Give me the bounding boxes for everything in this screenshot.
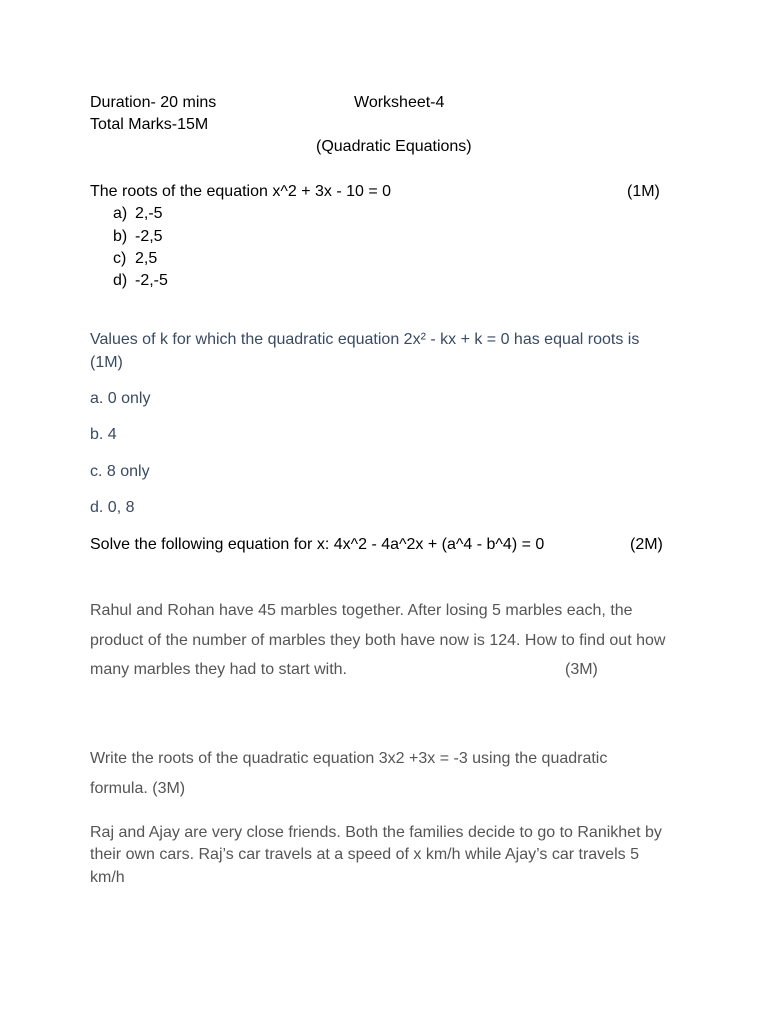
duration-text: Duration- 20 mins xyxy=(90,94,217,111)
q2-text-line1: Values of k for which the quadratic equation 2x² - kx + k = 0 has equal roots is xyxy=(90,331,640,348)
topic-heading: (Quadratic Equations) xyxy=(316,138,472,155)
q4-marks: (3M) xyxy=(565,661,598,678)
q4-text-line1: Rahul and Rohan have 45 marbles together. After losing 5 marbles each, the xyxy=(90,602,633,619)
q2-option-b: b. 4 xyxy=(90,426,117,443)
q4-text-line3: many marbles they had to start with. xyxy=(90,661,347,678)
q1-option-a-letter: a) xyxy=(113,205,128,222)
q1-option-a-text: 2,-5 xyxy=(135,205,163,222)
q2-option-d: d. 0, 8 xyxy=(90,499,135,516)
q1-marks: (1M) xyxy=(627,183,660,200)
q1-option-c-letter: c) xyxy=(113,250,127,267)
q1-text: The roots of the equation x^2 + 3x - 10 = 0 xyxy=(90,183,392,200)
q5-text-line2: formula. (3M) xyxy=(90,780,186,797)
q1-option-b-letter: b) xyxy=(113,228,128,245)
q2-option-c: c. 8 only xyxy=(90,463,150,480)
q1-option-d-text: -2,-5 xyxy=(135,272,168,289)
worksheet-title: Worksheet-4 xyxy=(354,94,445,111)
q6-text-line1: Raj and Ajay are very close friends. Both the families decide to go to Ranikhet by xyxy=(90,824,662,841)
q1-option-b-text: -2,5 xyxy=(135,228,163,245)
q2-text-line2: (1M) xyxy=(90,354,123,371)
q5-text-line1: Write the roots of the quadratic equation 3x2 +3x = -3 using the quadratic xyxy=(90,750,608,767)
q3-marks: (2M) xyxy=(630,536,663,553)
q2-option-a: a. 0 only xyxy=(90,390,151,407)
q1-option-c-text: 2,5 xyxy=(135,250,158,267)
q4-text-line2: product of the number of marbles they both have now is 124. How to find out how xyxy=(90,632,666,649)
q3-text: Solve the following equation for x: 4x^2 - 4a^2x + (a^4 - b^4) = 0 xyxy=(90,536,545,553)
q1-option-d-letter: d) xyxy=(113,272,128,289)
total-marks-text: Total Marks-15M xyxy=(90,116,209,133)
q6-text-line2: their own cars. Raj’s car travels at a speed of x km/h while Ajay’s car travels 5 xyxy=(90,846,639,863)
q6-text-line3: km/h xyxy=(90,869,125,886)
